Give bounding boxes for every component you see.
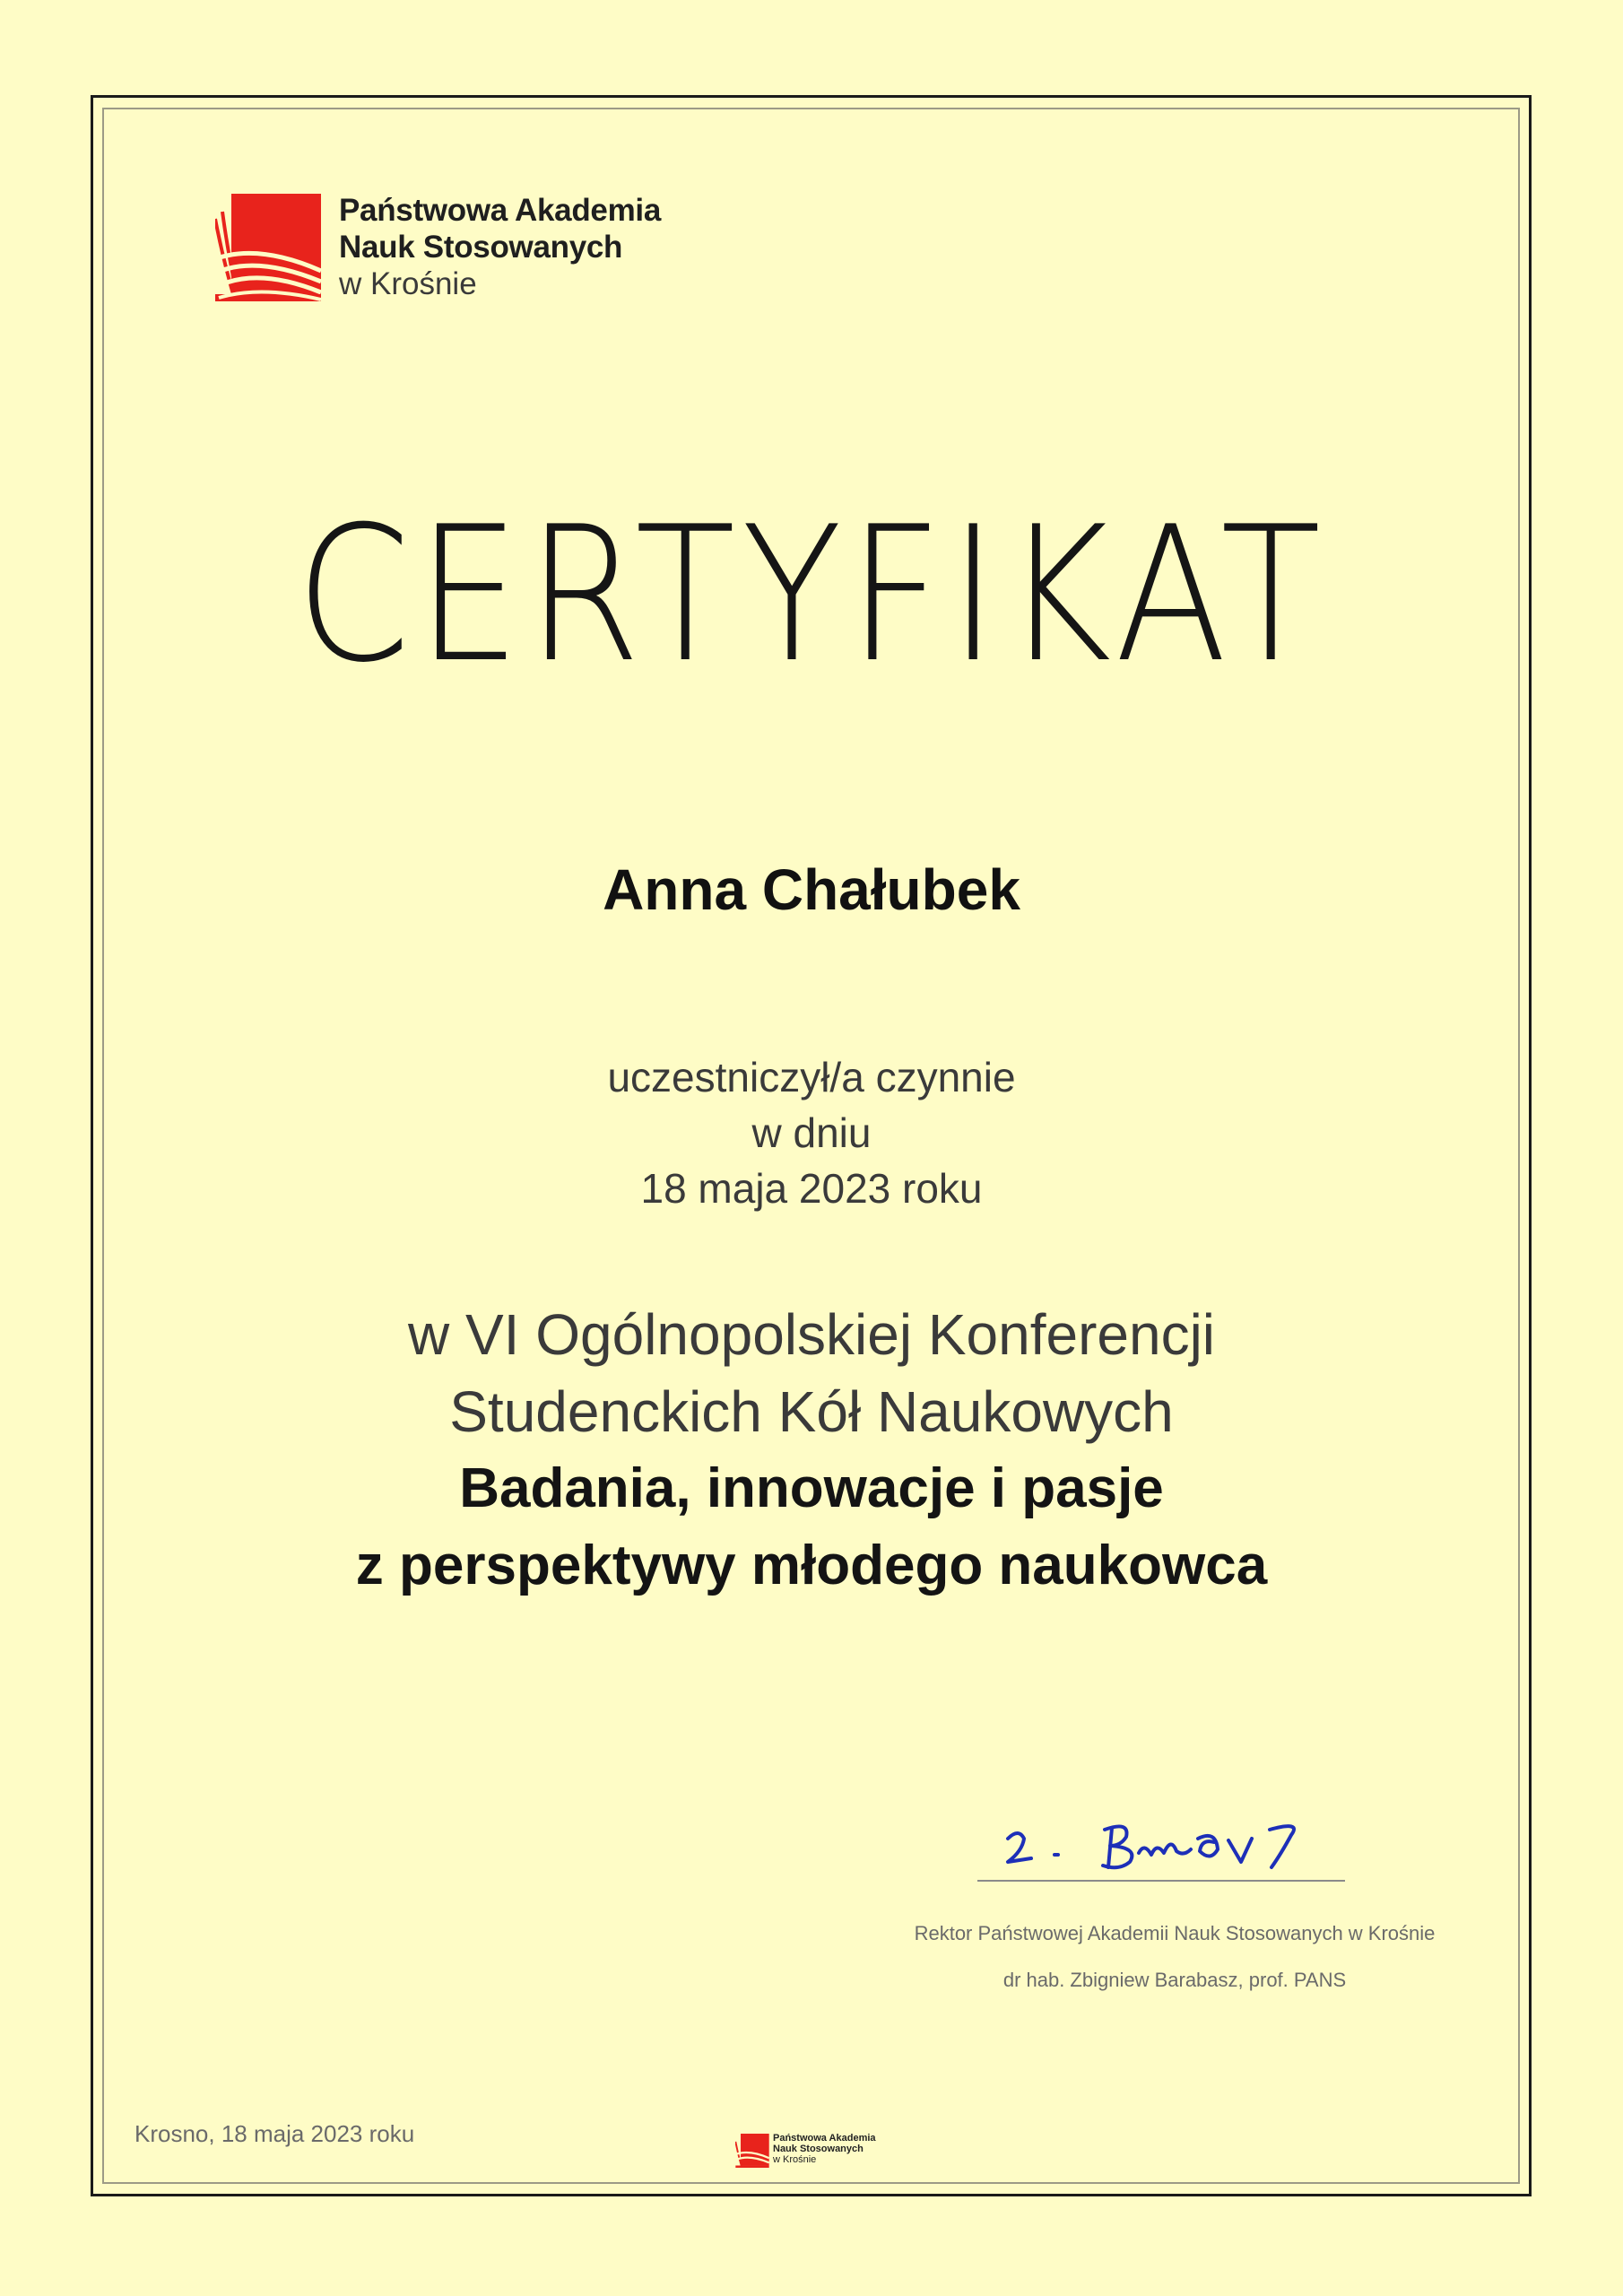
recipient-name: Anna Chałubek <box>603 857 1020 922</box>
certificate-title: CERTYFIKAT <box>295 487 1328 704</box>
pans-krosno-logo-icon <box>215 194 321 301</box>
conference-title-line2: z perspektywy młodego naukowca <box>355 1535 1268 1596</box>
institution-logo <box>215 192 717 309</box>
signature-line <box>977 1880 1345 1882</box>
participation-date: 18 maja 2023 roku <box>640 1165 983 1212</box>
conference-line1: w VI Ogólnopolskiej Konferencji <box>407 1302 1216 1367</box>
conference-title-line1: Badania, innowacje i pasje <box>459 1457 1164 1519</box>
footer-logo-line3: w Krośnie <box>773 2154 817 2165</box>
institution-name-line3: w Krośnie <box>339 266 477 301</box>
place-date: Krosno, 18 maja 2023 roku <box>135 2120 415 2147</box>
pans-krosno-logo-icon-small <box>735 2134 769 2168</box>
participation-text <box>0 1049 1623 1216</box>
conference-line2: Studenckich Kół Naukowych <box>449 1379 1174 1444</box>
footer-logo-line1: Państwowa Akademia <box>773 2133 876 2144</box>
signatory-block <box>807 1910 1542 2004</box>
signatory-role: Rektor Państwowej Akademii Nauk Stosowanych w Krośnie <box>914 1922 1436 1944</box>
footer-logo-line2: Nauk Stosowanych <box>773 2144 864 2154</box>
conference-text <box>0 1296 1623 1605</box>
participation-line2: w dniu <box>751 1109 872 1156</box>
footer-logo <box>735 2133 915 2178</box>
handwritten-signature <box>986 1803 1354 1883</box>
participation-line1: uczestniczył/a czynnie <box>607 1054 1016 1100</box>
institution-name-line2: Nauk Stosowanych <box>339 230 623 265</box>
institution-name-line1: Państwowa Akademia <box>339 193 661 228</box>
signatory-name: dr hab. Zbigniew Barabasz, prof. PANS <box>1002 1969 1347 1991</box>
